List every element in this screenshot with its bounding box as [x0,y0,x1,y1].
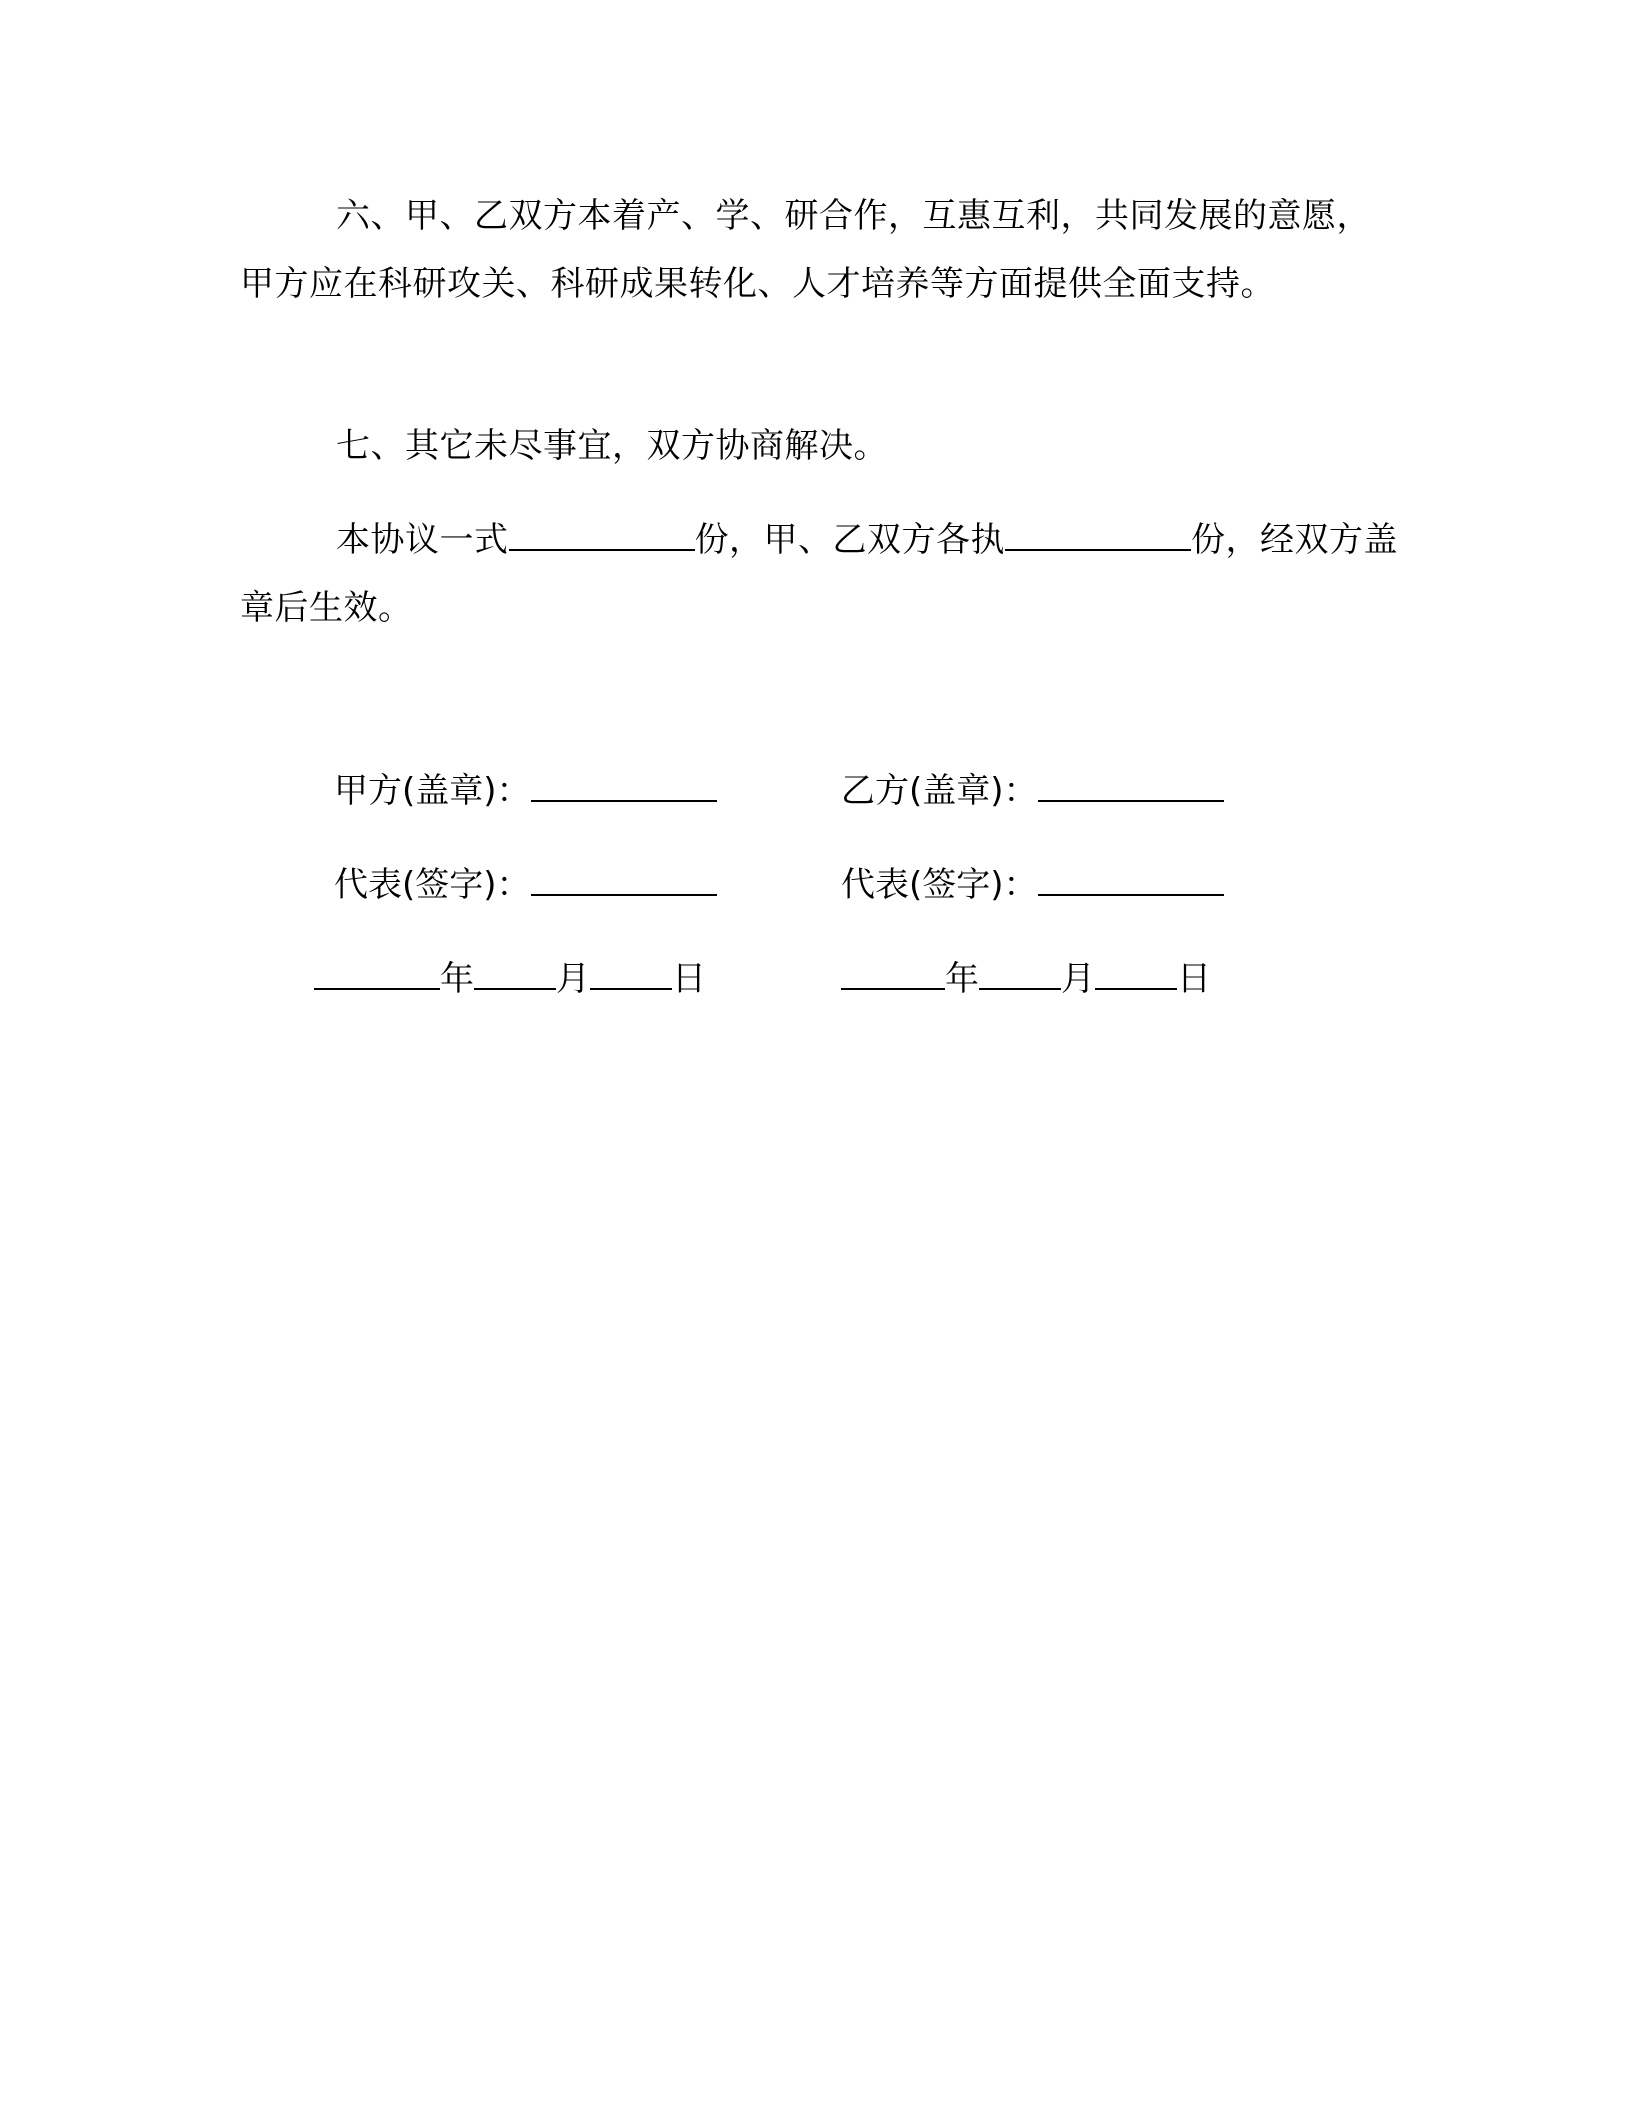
party-a-seal-line [334,770,717,811]
clause-seven: 七、其它未尽事宜，双方协商解决。 [336,426,888,466]
party-b-seal-label: 乙方(盖章)： [841,771,1038,811]
party-b-rep-blank [1038,864,1224,896]
party-a-month-blank [474,958,556,990]
party-a-seal-label: 甲方(盖章)： [334,771,531,811]
party-a-rep-label: 代表(签字)： [334,865,531,905]
party-b-month-blank [979,958,1061,990]
clause-six: 六、甲、乙双方本着产、学、研合作，互惠互利，共同发展的意愿，甲方应在科研攻关、科研成果转化、人才培养等方面提供全面支持。 [240,196,1371,304]
copies-clause [240,506,1400,642]
party-a-year-blank [314,958,440,990]
copies-total-blank [509,519,695,551]
party-a-seal-blank [531,770,717,802]
party-a-day-label: 日 [672,959,706,999]
party-b-rep-line [841,864,1224,905]
copies-each-blank [1005,519,1191,551]
party-b-day-blank [1095,958,1177,990]
party-b-year-blank [841,958,945,990]
party-b-month-label: 月 [1061,959,1095,999]
copies-suffix: 份，经双方盖章后生效。 [240,520,1398,628]
party-a-rep-line [334,864,717,905]
copies-middle: 份，甲、乙双方各执 [694,520,1005,560]
party-a-date-line [314,958,706,999]
party-b-year-label: 年 [945,959,979,999]
party-b-rep-label: 代表(签字)： [841,865,1038,905]
party-a-year-label: 年 [440,959,474,999]
party-b-day-label: 日 [1177,959,1211,999]
party-b-date-line [841,958,1211,999]
copies-prefix: 本协议一式 [336,520,509,560]
party-a-month-label: 月 [556,959,590,999]
party-b-seal-line [841,770,1224,811]
party-a-rep-blank [531,864,717,896]
party-b-seal-blank [1038,770,1224,802]
party-a-day-blank [590,958,672,990]
